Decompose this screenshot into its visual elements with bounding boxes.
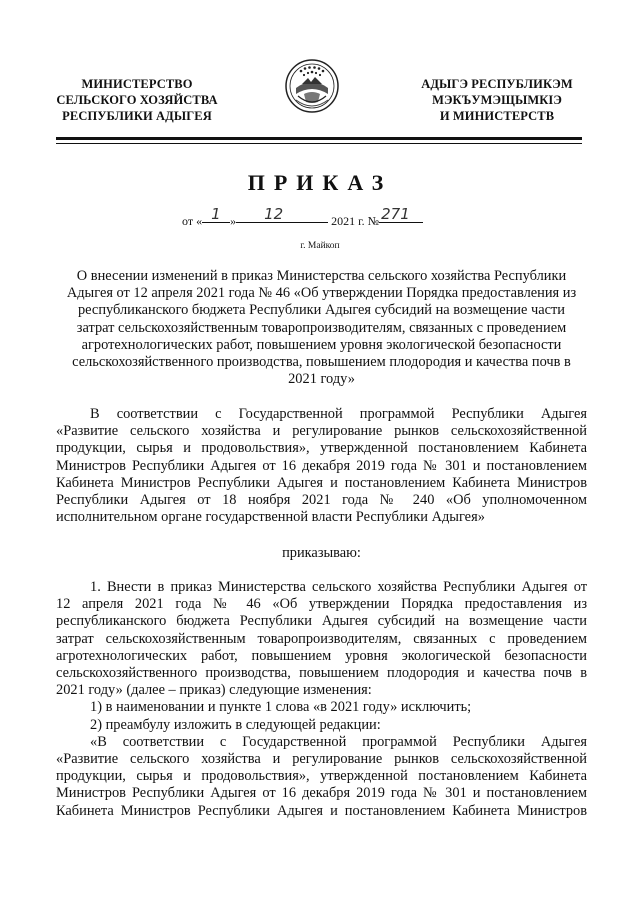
day-field <box>202 205 230 223</box>
ministry-name-adyghe <box>397 76 597 124</box>
header-left-line-2: СЕЛЬСКОГО ХОЗЯЙСТВА <box>56 93 218 107</box>
city-name: г. Майкоп <box>300 241 340 251</box>
subject-line: 2021 году» <box>288 371 355 388</box>
date-mid: » <box>230 214 237 228</box>
month-field <box>236 205 328 223</box>
item-1-line: 12 апреля 2021 года № 46 «Об утверждении Порядка предоставления из <box>56 596 587 613</box>
number-field <box>379 205 423 223</box>
day-handwritten: 1 <box>211 205 221 223</box>
item-1-line: сельскохозяйственного производства, повышением плодородия и качества почв в <box>56 665 587 682</box>
header-left-line-3: РЕСПУБЛИКИ АДЫГЕЯ <box>62 109 212 123</box>
header-divider-thick <box>56 137 582 140</box>
preamble-line: В соответствии с Государственной программой Республики Адыгея <box>90 406 587 422</box>
header-right-line-3: И МИНИСТЕРСТВ <box>439 109 555 123</box>
header-right-line-1: АДЫГЭ РЕСПУБЛИКЭМ <box>421 77 573 91</box>
item-1-line: агротехнологических работ, повышением уровня экологической безопасности <box>56 647 587 664</box>
preamble-line: «Развитие сельского хозяйства и регулирование рынков сельскохозяйственной <box>56 423 587 440</box>
preamble-line: Кабинета Министров Республики Адыгея и постановлением Кабинета Министров <box>56 474 587 491</box>
header-divider-thin <box>56 143 582 144</box>
preamble-line: исполнительном органе государственной власти Республики Адыгея» <box>56 509 485 526</box>
preamble-paragraph <box>56 406 587 526</box>
item-1-line: 1. Внести в приказ Министерства сельского хозяйства Республики Адыгея от <box>90 579 587 595</box>
number-prefix: № <box>367 214 380 228</box>
quote-line: Кабинета Министров Республики Адыгея и постановлением Кабинета Министров <box>56 802 587 819</box>
subject-line: затрат сельскохозяйственным товаропроизводителям, связанных с проведением <box>76 319 567 336</box>
month-handwritten: 12 <box>264 205 284 223</box>
quote-line: «Развитие сельского хозяйства и регулирование рынков сельскохозяйственной <box>56 751 587 768</box>
subject-line: сельскохозяйственного производства, повышением плодородия и качества почв в <box>72 354 571 371</box>
date-prefix: от « <box>182 214 203 228</box>
date-number-line <box>182 205 423 229</box>
header-left-line-1: МИНИСТЕРСТВО <box>81 77 193 91</box>
item-1-line: затрат сельскохозяйственным товаропроизводителям, связанных с проведением <box>56 630 587 647</box>
subject-line: агротехнологических работ, повышением уровня экологической безопасности <box>81 336 562 353</box>
subject-line: республиканского бюджета Республики Адыгея субсидий на возмещение части <box>77 302 565 319</box>
order-subject <box>56 268 587 388</box>
subitem-2: 2) преамбулу изложить в следующей редакции: <box>90 716 381 733</box>
order-word: приказываю: <box>282 545 361 561</box>
quote-line: Министров Республики Адыгея от 16 декабря 2019 года № 301 и постановлением <box>56 785 587 802</box>
header-right-line-2: МЭКЪУМЭЩЫМКIЭ <box>432 93 562 107</box>
subject-line: Адыгея от 12 апреля 2021 года № 46 «Об утверждении Порядка предоставления из <box>66 285 577 302</box>
ministry-name-russian <box>37 76 237 124</box>
number-handwritten: 271 <box>381 205 410 223</box>
quote-line: «В соответствии с Государственной программой Республики Адыгея <box>90 733 587 750</box>
quote-line: продукции, сырья и продовольствия», утвержденной постановлением Кабинета <box>56 768 587 785</box>
date-year: 2021 г. <box>331 214 365 228</box>
item-1-paragraph <box>56 579 587 820</box>
preamble-line: Республики Адыгея от 18 ноября 2021 года № 240 «Об уполномоченном <box>56 492 587 509</box>
subitem-1: 1) в наименовании и пункте 1 слова «в 2021 году» исключить; <box>90 699 472 716</box>
subject-line: О внесении изменений в приказ Министерства сельского хозяйства Республики <box>76 268 567 284</box>
coat-of-arms-icon <box>284 58 340 114</box>
preamble-line: Министров Республики Адыгея от 16 декабря 2019 года № 301 и постановлением <box>56 457 587 474</box>
item-1-line: республиканского бюджета Республики Адыгея субсидий на возмещение части <box>56 613 587 630</box>
preamble-line: продукции, сырья и продовольствия», утвержденной постановлением Кабинета <box>56 440 587 457</box>
item-1-line: 2021 году» (далее – приказ) следующие изменения: <box>56 682 372 699</box>
document-title: ПРИКАЗ <box>247 170 393 195</box>
